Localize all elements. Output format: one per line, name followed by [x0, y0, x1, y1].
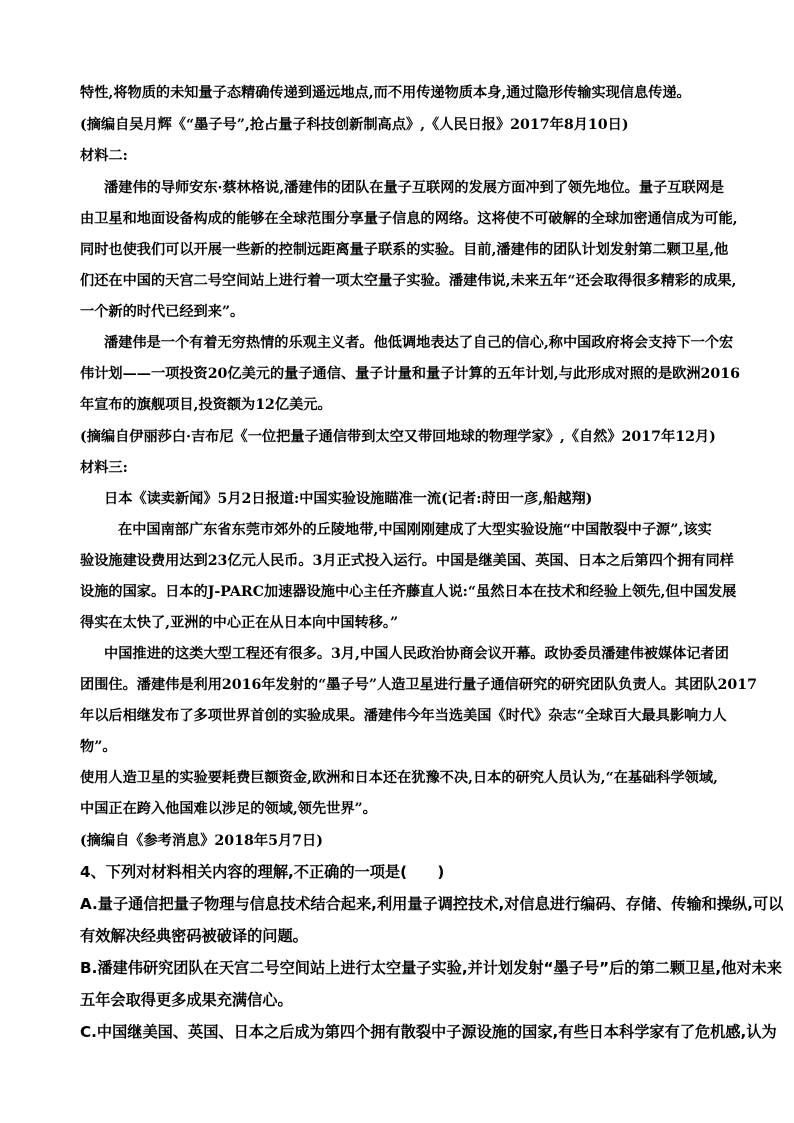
paragraph-line: 潘建伟是一个有着无穷热情的乐观主义者。他低调地表达了自己的信心,称中国政府将会支持下一个宏: [104, 335, 734, 351]
source-citation: (摘编自《参考消息》2018年5月7日): [80, 833, 323, 849]
question-stem: 4、下列对材料相关内容的理解,不正确的一项是( ): [80, 863, 445, 881]
paragraph-line: 同时也使我们可以开展一些新的控制远距离量子联系的实验。目前,潘建伟的团队计划发射第二颗卫星,他: [80, 242, 729, 258]
paragraph-line: 物”。: [80, 739, 117, 755]
paragraph-line: 在中国南部广东省东莞市郊外的丘陵地带,中国刚刚建成了大型实验设施“中国散裂中子源”,该实: [118, 522, 712, 538]
paragraph-line: 中国正在跨入他国难以涉足的领域,领先世界”。: [80, 801, 377, 817]
paragraph-line: 潘建伟的导师安东·蔡林格说,潘建伟的团队在量子互联网的发展方面冲到了领先地位。量子互联网是: [104, 180, 724, 196]
paragraph-line: 使用人造卫星的实验要耗费巨额资金,欧洲和日本还在犹豫不决,日本的研究人员认为,“在基础科学领域,: [80, 770, 718, 786]
section-heading: 材料三:: [80, 460, 128, 476]
paragraph-line: 验设施建设费用达到23亿元人民币。3月正式投入运行。中国是继美国、英国、日本之后第四个拥有同样: [80, 553, 734, 569]
news-dateline: 日本《读卖新闻》5月2日报道:中国实验设施瞄准一流(记者:莳田一彦,船越翔): [104, 491, 593, 507]
source-citation: (摘编自伊丽莎白·吉布尼《一位把量子通信带到太空又带回地球的物理学家》,《自然》2017年12月): [80, 429, 716, 445]
option-a-continued: 有效解决经典密码被破译的问题。: [80, 927, 308, 945]
paragraph-line: 年宣布的旗舰项目,投资额为12亿美元。: [80, 397, 332, 413]
paragraph-line: 们还在中国的天宫二号空间站上进行着一项太空量子实验。潘建伟说,未来五年“还会取得很多精彩的成果,: [80, 273, 737, 289]
paragraph-line: 设施的国家。日本的J-PARC加速器设施中心主任齐藤直人说:“虽然日本在技术和经验上领先,但中国发展: [80, 584, 737, 600]
option-b: B.潘建伟研究团队在天宫二号空间站上进行太空量子实验,并计划发射“墨子号”后的第二颗卫星,他对未来: [80, 959, 782, 977]
paragraph-line: 得实在太快了,亚洲的中心正在从日本向中国转移。”: [80, 615, 399, 631]
material-one-end-line: 特性,将物质的未知量子态精确传递到遥远地点,而不用传递物质本身,通过隐形传输实现信息传递。: [80, 85, 691, 101]
option-a: A.量子通信把量子物理与信息技术结合起来,利用量子调控技术,对信息进行编码、存储、传输和操纵,可以: [80, 895, 784, 913]
section-heading: 材料二:: [80, 148, 128, 164]
paragraph-line: 团围住。潘建伟是利用2016年发射的“墨子号”人造卫星进行量子通信研究的研究团队负责人。其团队2017: [80, 677, 757, 693]
option-c: C.中国继美国、英国、日本之后成为第四个拥有散裂中子源设施的国家,有些日本科学家有了危机感,认为: [80, 1023, 777, 1041]
option-b-continued: 五年会取得更多成果充满信心。: [80, 991, 293, 1009]
paragraph-line: 年以后相继发布了多项世界首创的实验成果。潘建伟今年当选美国《时代》杂志“全球百大最具影响力人: [80, 708, 727, 724]
paragraph-line: 由卫星和地面设备构成的能够在全球范围分享量子信息的网络。这将使不可破解的全球加密通信成为可能,: [80, 211, 738, 227]
paragraph-line: 中国推进的这类大型工程还有很多。3月,中国人民政治协商会议开幕。政协委员潘建伟被媒体记者团: [104, 646, 729, 662]
paragraph-line: 一个新的时代已经到来”。: [80, 304, 245, 320]
paragraph-line: 伟计划——一项投资20亿美元的量子通信、量子计量和量子计算的五年计划,与此形成对照的是欧洲2016: [80, 366, 741, 382]
source-citation: (摘编自吴月辉《“墨子号”,抢占量子科技创新制高点》,《人民日报》2017年8月10日): [80, 117, 629, 133]
